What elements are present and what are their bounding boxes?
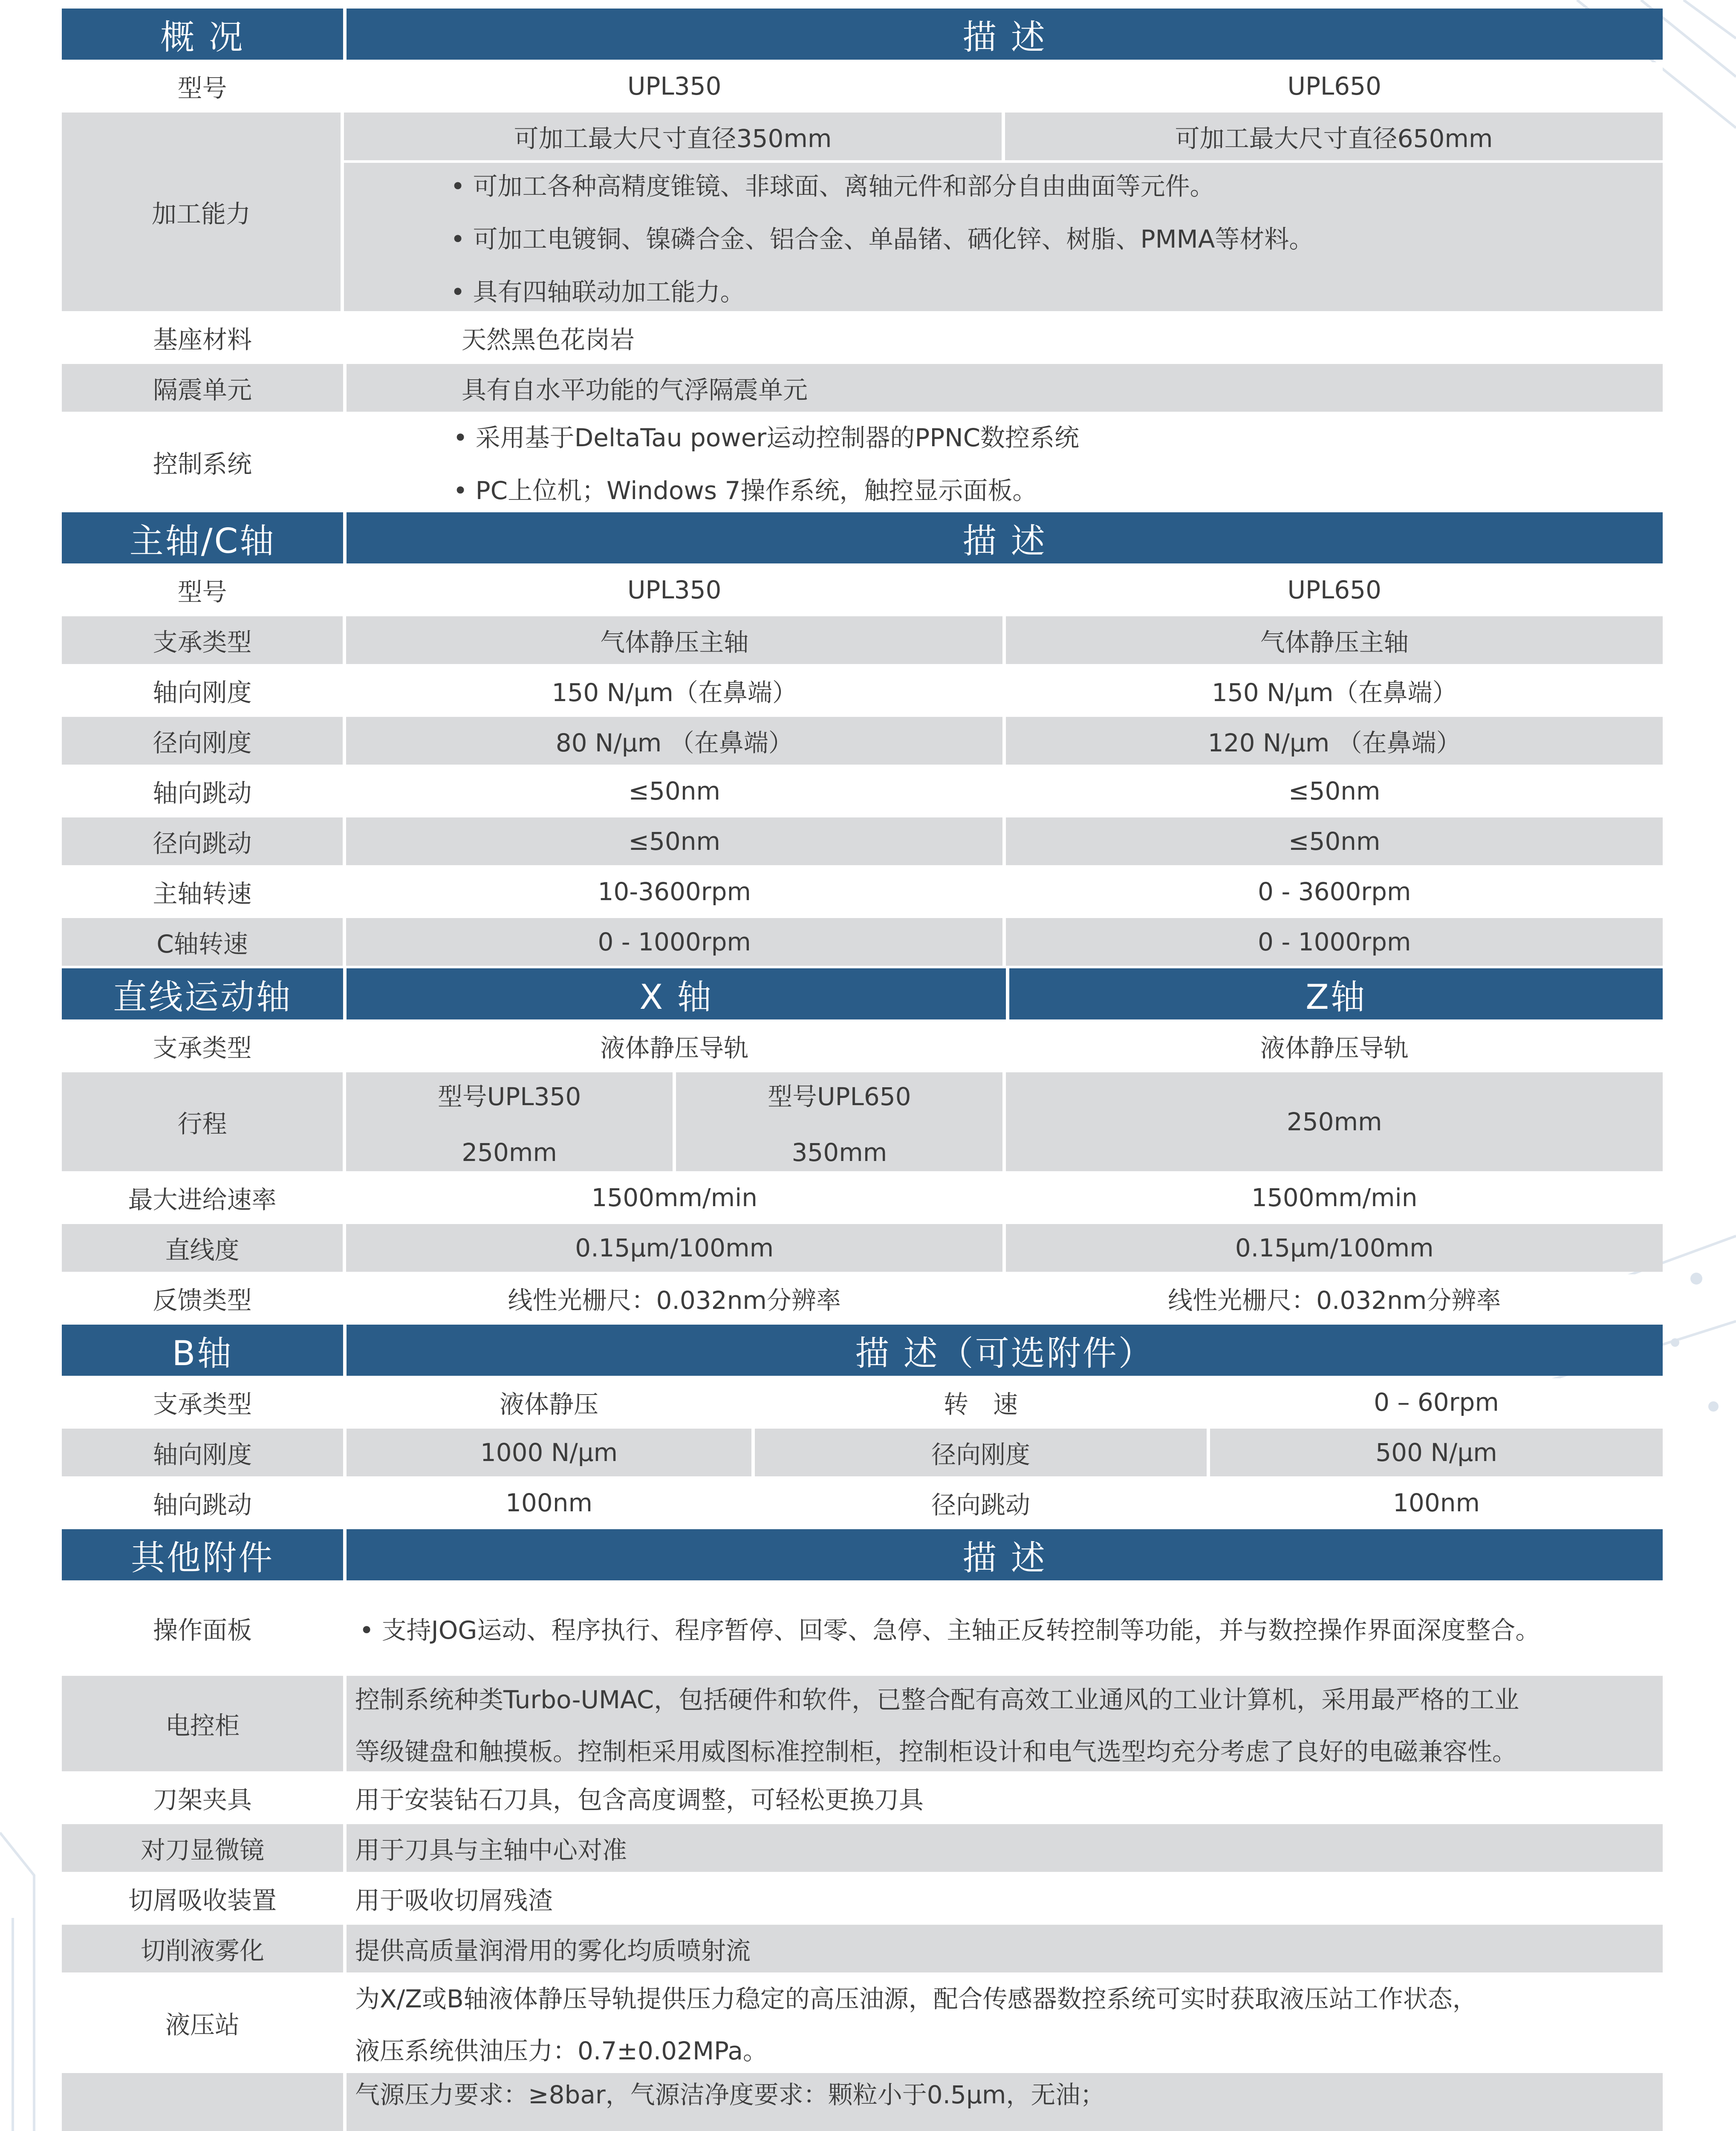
- row-label: 反馈类型: [62, 1274, 343, 1322]
- row-value: 用于刀具与主轴中心对准: [347, 1824, 1663, 1872]
- basic-requirements-row: [62, 2073, 1663, 2131]
- accessories-header-desc: 描 述: [347, 1529, 1663, 1580]
- row-label: 对刀显微镜: [62, 1824, 343, 1872]
- bullet: • 可加工电镀铜、镍磷合金、铝合金、单晶锗、硒化锌、树脂、PMMA等材料。: [451, 225, 1314, 254]
- accessories-header: [62, 1529, 1663, 1580]
- accessory-row: [62, 1925, 1663, 1972]
- travel-z: 250mm: [1006, 1072, 1663, 1171]
- row-label: 操作面板: [62, 1583, 343, 1673]
- travel-model: 型号UPL350: [437, 1082, 581, 1111]
- baxis-row: [62, 1378, 1663, 1426]
- value-x: 液体静压导轨: [346, 1022, 1003, 1070]
- row-label: 支承类型: [62, 1378, 343, 1426]
- row-label: 轴向刚度: [62, 667, 343, 714]
- linear-row: [62, 1274, 1663, 1322]
- value-a: 150 N/μm（在鼻端）: [346, 667, 1003, 714]
- row-label: 刀架夹具: [62, 1774, 343, 1822]
- row-label: 型号: [62, 566, 343, 614]
- value-x: 线性光栅尺：0.032nm分辨率: [346, 1274, 1003, 1322]
- value-a: 100nm: [347, 1479, 751, 1527]
- travel-model: 型号UPL650: [768, 1082, 911, 1111]
- travel-x2: [676, 1072, 1002, 1171]
- spindle-header-label: 主轴/C轴: [62, 512, 343, 563]
- row-label: [62, 2073, 343, 2131]
- spindle-row: [62, 616, 1663, 664]
- row-value: • 支持JOG运动、程序执行、程序暂停、回零、急停、主轴正反转控制等功能，并与数控操作界面深度整合。: [347, 1583, 1663, 1673]
- row-label: 径向跳动: [62, 817, 343, 865]
- accessory-row: [62, 1824, 1663, 1872]
- row-label: 隔震单元: [62, 364, 343, 412]
- row-value: 用于安装钻石刀具，包含高度调整，可轻松更换刀具: [347, 1774, 1663, 1822]
- value-a: UPL350: [346, 566, 1003, 614]
- row-label: 直线度: [62, 1224, 343, 1272]
- row-label: 轴向跳动: [62, 767, 343, 815]
- value-b: 0 - 1000rpm: [1006, 918, 1663, 966]
- value-z: 0.15μm/100mm: [1006, 1224, 1663, 1272]
- model-a: UPL350: [346, 62, 1003, 110]
- row-label: 电控柜: [62, 1676, 343, 1771]
- text-line: 为X/Z或B轴液体静压导轨提供压力稳定的高压油源，配合传感器数控系统可实时获取液压站工作状态，: [355, 1984, 1477, 2013]
- row-value: 天然黑色花岗岩: [347, 314, 1663, 361]
- value-b: 150 N/μm（在鼻端）: [1006, 667, 1663, 714]
- row-label: 轴向刚度: [62, 1429, 343, 1476]
- row-label: 最大进给速率: [62, 1174, 343, 1221]
- value-z: 线性光栅尺：0.032nm分辨率: [1006, 1274, 1663, 1322]
- hydraulic-row: [62, 1975, 1663, 2070]
- row-label: 轴向跳动: [62, 1479, 343, 1527]
- linear-row: [62, 1224, 1663, 1272]
- value-b: 转 速: [755, 1378, 1207, 1426]
- row-label: 加工能力: [62, 113, 341, 311]
- value-c: 500 N/μm: [1210, 1429, 1663, 1476]
- row-label: 支承类型: [62, 616, 343, 664]
- spec-sheet: [62, 9, 1663, 2131]
- linear-header-z: Z轴: [1009, 968, 1663, 1019]
- spindle-header: [62, 512, 1663, 563]
- baxis-header-desc: 描 述（可选附件）: [347, 1325, 1663, 1376]
- travel-x: [346, 1072, 1003, 1171]
- bullet: • 采用基于DeltaTau power运动控制器的PPNC数控系统: [453, 423, 1080, 452]
- travel-x1: [346, 1072, 673, 1171]
- value-b: 120 N/μm （在鼻端）: [1006, 717, 1663, 765]
- capability-bullets: [344, 163, 1663, 311]
- text-line: [355, 2127, 1472, 2131]
- row-value: 用于吸收切屑残渣: [347, 1874, 1663, 1922]
- row-value: 具有自水平功能的气浮隔震单元: [347, 364, 1663, 412]
- row-label: 行程: [62, 1072, 343, 1171]
- spindle-header-desc: 描 述: [347, 512, 1663, 563]
- capability-a: 可加工最大尺寸直径350mm: [344, 113, 1002, 160]
- text-line: 控制系统种类Turbo-UMAC，包括硬件和软件，已整合配有高效工业通风的工业计算机，采用最严格的工业: [355, 1685, 1519, 1714]
- value-b: ≤50nm: [1006, 817, 1663, 865]
- accessories-header-label: 其他附件: [62, 1529, 343, 1580]
- row-label: 主轴转速: [62, 868, 343, 915]
- overview-header: [62, 9, 1663, 60]
- value-b: 径向刚度: [755, 1429, 1207, 1476]
- linear-header-label: 直线运动轴: [62, 968, 343, 1019]
- spindle-row: [62, 717, 1663, 765]
- travel-row: [62, 1072, 1663, 1171]
- baxis-header: [62, 1325, 1663, 1376]
- linear-header: [62, 968, 1663, 1019]
- travel-value: 350mm: [791, 1138, 887, 1167]
- value-x: 1500mm/min: [346, 1174, 1003, 1221]
- spindle-row: [62, 667, 1663, 714]
- overview-model-row: [62, 62, 1663, 110]
- baxis-row: [62, 1429, 1663, 1476]
- value-a: ≤50nm: [346, 767, 1003, 815]
- value-a: ≤50nm: [346, 817, 1003, 865]
- hydraulic-lines: [347, 1975, 1663, 2070]
- row-label: C轴转速: [62, 918, 343, 966]
- value-b: ≤50nm: [1006, 767, 1663, 815]
- bullet: • PC上位机；Windows 7操作系统，触控显示面板。: [453, 476, 1037, 505]
- value-b: 径向跳动: [755, 1479, 1207, 1527]
- control-bullets: [347, 414, 1663, 510]
- spindle-row: [62, 767, 1663, 815]
- isolation-row: [62, 364, 1663, 412]
- value-b: 0 - 3600rpm: [1006, 868, 1663, 915]
- row-label: 切屑吸收装置: [62, 1874, 343, 1922]
- baxis-header-label: B轴: [62, 1325, 343, 1376]
- panel-row: [62, 1583, 1663, 1673]
- value-b: UPL650: [1006, 566, 1663, 614]
- accessory-row: [62, 1774, 1663, 1822]
- row-label: 支承类型: [62, 1022, 343, 1070]
- spindle-row: [62, 566, 1663, 614]
- base-material-row: [62, 314, 1663, 361]
- value-z: 液体静压导轨: [1006, 1022, 1663, 1070]
- spindle-row: [62, 918, 1663, 966]
- value-a: 80 N/μm （在鼻端）: [346, 717, 1003, 765]
- model-b: UPL650: [1006, 62, 1663, 110]
- accessory-row: [62, 1874, 1663, 1922]
- row-label: 控制系统: [62, 414, 343, 510]
- capability-b: 可加工最大尺寸直径650mm: [1005, 113, 1663, 160]
- control-system-row: [62, 414, 1663, 510]
- value-a: 1000 N/μm: [347, 1429, 751, 1476]
- value-a: 液体静压: [347, 1378, 751, 1426]
- overview-header-desc: 描 述: [347, 9, 1663, 60]
- text-line: 气源压力要求：≥8bar，气源洁净度要求：颗粒小于0.5μm，无油；: [355, 2080, 1105, 2109]
- linear-header-x: X 轴: [347, 968, 1006, 1019]
- row-label: 型号: [62, 62, 343, 110]
- text-line: 液压系统供油压力：0.7±0.02MPa。: [355, 2036, 768, 2065]
- linear-row: [62, 1174, 1663, 1221]
- basic-lines: [347, 2073, 1663, 2131]
- bullet: • 具有四轴联动加工能力。: [451, 277, 745, 306]
- value-a: 0 - 1000rpm: [346, 918, 1003, 966]
- spindle-row: [62, 868, 1663, 915]
- value-c: 100nm: [1210, 1479, 1663, 1527]
- value-a: 10-3600rpm: [346, 868, 1003, 915]
- row-label: 液压站: [62, 1975, 343, 2070]
- baxis-row: [62, 1479, 1663, 1527]
- capability-row: [62, 113, 1663, 311]
- row-label: 切削液雾化: [62, 1925, 343, 1972]
- value-a: 气体静压主轴: [346, 616, 1003, 664]
- linear-support-row: [62, 1022, 1663, 1070]
- travel-value: 250mm: [462, 1138, 557, 1167]
- text-line: 等级键盘和触摸板。控制柜采用威图标准控制柜，控制柜设计和电气选型均充分考虑了良好的电磁兼容性。: [355, 1737, 1517, 1766]
- cabinet-lines: [347, 1676, 1663, 1771]
- bullet: • 可加工各种高精度锥镜、非球面、离轴元件和部分自由曲面等元件。: [451, 172, 1215, 201]
- row-value: 提供高质量润滑用的雾化均质喷射流: [347, 1925, 1663, 1972]
- cabinet-row: [62, 1676, 1663, 1771]
- overview-header-label: 概 况: [62, 9, 343, 60]
- value-x: 0.15μm/100mm: [346, 1224, 1003, 1272]
- value-b: 气体静压主轴: [1006, 616, 1663, 664]
- row-label: 基座材料: [62, 314, 343, 361]
- row-label: 径向刚度: [62, 717, 343, 765]
- value-c: 0 – 60rpm: [1210, 1378, 1663, 1426]
- spindle-row: [62, 817, 1663, 865]
- value-z: 1500mm/min: [1006, 1174, 1663, 1221]
